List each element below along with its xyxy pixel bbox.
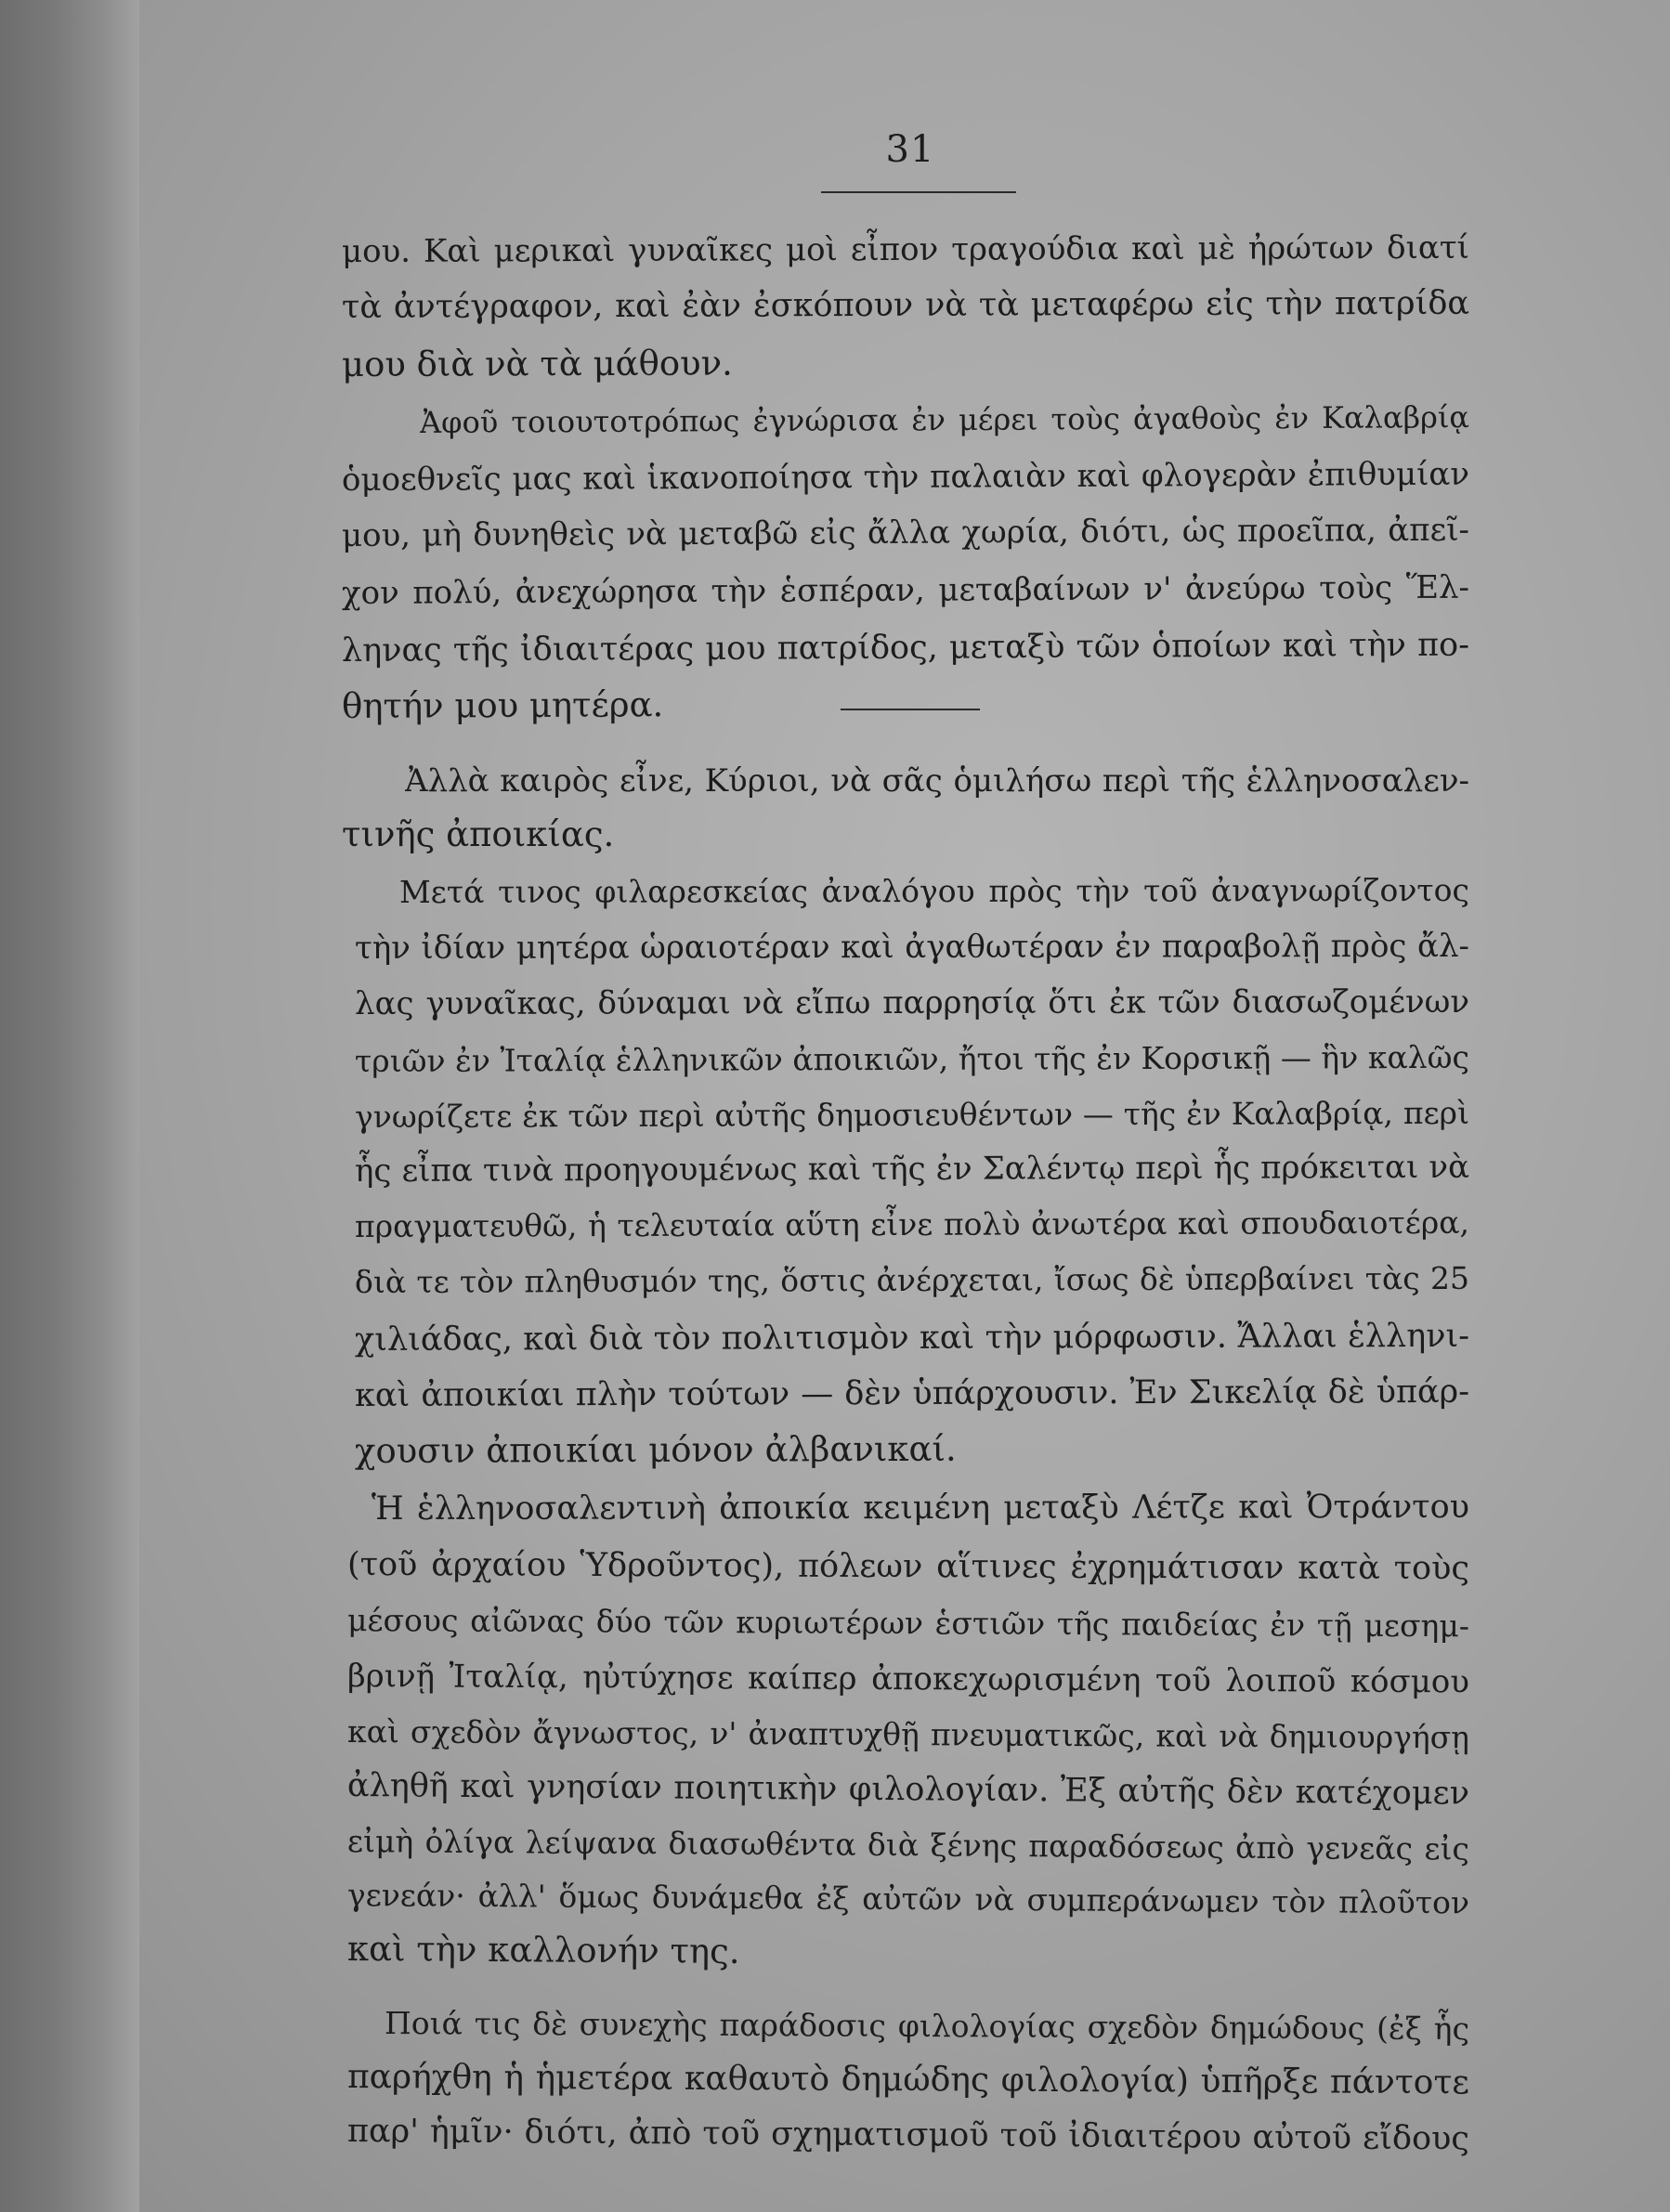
section-divider-rule [841, 709, 980, 710]
header-rule [821, 191, 1016, 193]
text-line: Ἀφοῦ τοιουτοτρόπως ἐγνώρισα ἐν μέρει τοὺς ἀγαθοὺς ἐν Καλαβρίᾳ [419, 399, 1470, 440]
text-line: μου, μὴ δυνηθεὶς νὰ μεταβῶ εἰς ἄλλα χωρία, διότι, ὡς προεῖπα, ἀπεῖ- [341, 511, 1470, 554]
text-line: μέσους αἰῶνας δύο τῶν κυριωτέρων ἑστιῶν τῆς παιδείας ἐν τῇ μεσημ- [346, 1602, 1470, 1645]
text-line: τὴν ἰδίαν μητέρα ὡραιοτέραν καὶ ἀγαθωτέραν ἐν παραβολῇ πρὸς ἄλ- [354, 927, 1470, 967]
text-line: χουσιν ἀποικίαι μόνον ἀλβανικαί. [354, 1428, 957, 1471]
text-line: καὶ ἀποικίαι πλὴν τούτων — δὲν ὑπάρχουσιν. Ἐν Σικελίᾳ δὲ ὑπάρ- [354, 1373, 1470, 1414]
text-line: ἀληθῆ καὶ γνησίαν ποιητικὴν φιλολογίαν. Ἐξ αὐτῆς δὲν κατέχομεν [346, 1767, 1470, 1813]
text-line: Μετά τινος φιλαρεσκείας ἀναλόγου πρὸς τὴν τοῦ ἀναγνωρίζοντος [398, 871, 1470, 910]
text-line: Ποιά τις δὲ συνεχὴς παράδοσις φιλολογίας σχεδὸν δημώδους (ἐξ ἧς [384, 2005, 1470, 2048]
text-line: ἧς εἶπα τινὰ προηγουμένως καὶ τῆς ἐν Σαλέντῳ περὶ ἧς πρόκειται νὰ [354, 1148, 1470, 1190]
text-line: τινῆς ἀποικίας. [342, 814, 615, 854]
text-line: παρ' ἡμῖν· διότι, ἀπὸ τοῦ σχηματισμοῦ τοῦ ἰδιαιτέρου αὐτοῦ εἴδους [346, 2113, 1470, 2158]
text-line: διὰ τε τὸν πληθυσμόν της, ὅστις ἀνέρχεται, ἴσως δὲ ὑπερβαίνει τὰς 25 [354, 1259, 1470, 1300]
text-line: (τοῦ ἀρχαίου Ὑδροῦντος), πόλεων αἵτινες ἐχρημάτισαν κατὰ τοὺς [346, 1546, 1470, 1588]
text-line: θητήν μου μητέρα. [341, 684, 664, 726]
text-line: εἰμὴ ὀλίγα λείψανα διασωθέντα διὰ ξένης παραδόσεως ἀπὸ γενεᾶς εἰς [346, 1823, 1470, 1867]
text-line: Ἀλλὰ καιρὸς εἶνε, Κύριοι, νὰ σᾶς ὁμιλήσω περὶ τῆς ἑλληνοσαλεν- [405, 762, 1469, 800]
text-line: τριῶν ἐν Ἰταλίᾳ ἑλληνικῶν ἀποικιῶν, ἤτοι τῆς ἐν Κορσικῇ — ἣν καλῶς [354, 1038, 1470, 1079]
text-line: γενεάν· ἀλλ' ὅμως δυνάμεθα ἐξ αὐτῶν νὰ συμπεράνωμεν τὸν πλοῦτον [346, 1877, 1470, 1921]
text-line: γνωρίζετε ἐκ τῶν περὶ αὐτῆς δημοσιευθέντων — τῆς ἐν Καλαβρίᾳ, περὶ [354, 1094, 1470, 1135]
text-line: ληνας τῆς ἰδιαιτέρας μου πατρίδος, μεταξὺ τῶν ὁποίων καὶ τὴν πο- [341, 626, 1470, 670]
text-line: πραγματευθῶ, ἡ τελευταία αὕτη εἶνε πολὺ ἀνωτέρα καὶ σπουδαιοτέρα, [354, 1204, 1470, 1244]
text-line: μου διὰ νὰ τὰ μάθουν. [341, 343, 733, 384]
text-line: ὁμοεθνεῖς μας καὶ ἱκανοποίησα τὴν παλαιὰν καὶ φλογερὰν ἐπιθυμίαν [341, 455, 1470, 499]
text-line: χιλιάδας, καὶ διὰ τὸν πολιτισμὸν καὶ τὴν μόρφωσιν. Ἄλλαι ἑλληνι- [354, 1317, 1470, 1359]
text-line: Ἡ ἑλληνοσαλεντινὴ ἀποικία κειμένη μεταξὺ Λέτζε καὶ Ὀτράντου [371, 1488, 1470, 1528]
text-line: καὶ σχεδὸν ἄγνωστος, ν' ἀναπτυχθῇ πνευματικῶς, καὶ νὰ δημιουργήσῃ [346, 1713, 1470, 1756]
text-line: λας γυναῖκας, δύναμαι νὰ εἴπω παρρησίᾳ ὅτι ἐκ τῶν διασωζομένων [354, 982, 1470, 1022]
text-line: καὶ τὴν καλλονήν της. [346, 1929, 740, 1971]
text-line: τὰ ἀντέγραφον, καὶ ἐὰν ἐσκόπουν νὰ τὰ μεταφέρω εἰς τὴν πατρίδα [341, 284, 1470, 326]
text-line: βρινῇ Ἰταλίᾳ, ηὐτύχησε καίπερ ἀποκεχωρισμένη τοῦ λοιποῦ κόσμου [346, 1658, 1470, 1701]
text-line: παρήχθη ἡ ἡμετέρα καθαυτὸ δημώδης φιλολογία) ὑπῆρξε πάντοτε [346, 2058, 1470, 2102]
page-number: 31 [885, 128, 935, 171]
text-line: χον πολύ, ἀνεχώρησα τὴν ἑσπέραν, μεταβαίνων ν' ἀνεύρω τοὺς Ἕλ- [341, 568, 1470, 612]
text-line: μου. Καὶ μερικαὶ γυναῖκες μοὶ εἶπον τραγούδια καὶ μὲ ἠρώτων διατί [341, 228, 1470, 270]
